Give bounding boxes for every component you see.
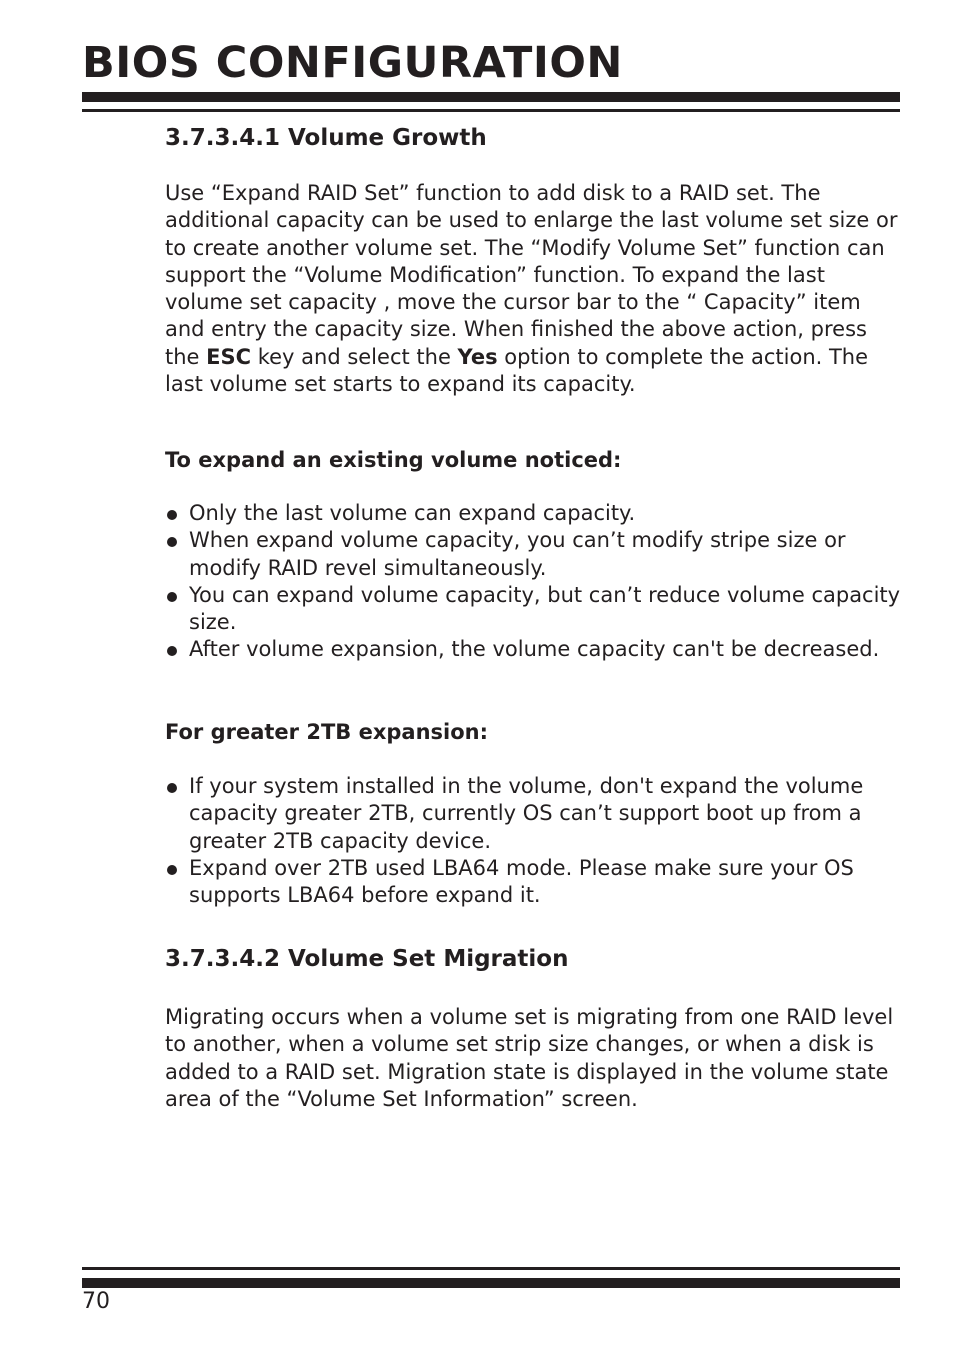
list-item-text: You can expand volume capacity, but can’t reduce volume capacity size.	[189, 582, 901, 635]
section-volume-growth	[165, 123, 905, 153]
bullet-icon	[167, 865, 177, 875]
list-item	[165, 527, 905, 582]
section-volume-set-migration	[165, 944, 905, 974]
greater-block	[165, 718, 905, 746]
page-number: 70	[82, 1289, 110, 1314]
list-item-text: When expand volume capacity, you can’t modify stripe size or modify RAID revel simultaneously.	[189, 528, 846, 580]
migration-paragraph-block	[165, 1004, 905, 1113]
list-item	[165, 855, 905, 910]
volume-growth-paragraph	[165, 180, 905, 398]
list-item-text: If your system installed in the volume, don't expand the volume capacity greater 2TB, currently OS can’t support boot up from a greater 2TB capacity device.	[189, 774, 864, 853]
footer-rule-thick	[82, 1278, 900, 1288]
paragraph-text: Use “Expand RAID Set” function to add disk to a RAID set. The additional capacity can be used to enlarge the last volume set size or to create another volume set. The “Modify Volume Set” function can support the “Volume Modification” function. To expand the last volume set capacity , move the cursor bar to the “ Capacity” item and entry the capacity size. When finished the above action, press the	[165, 181, 898, 369]
notice-block	[165, 446, 905, 474]
paragraph-text: key and select the	[251, 344, 458, 369]
list-item	[165, 636, 905, 663]
list-item-text: Only the last volume can expand capacity.	[189, 501, 636, 525]
page-header-title: BIOS CONFIGURATION	[82, 38, 623, 88]
bullet-icon	[167, 783, 177, 793]
bullet-icon	[167, 510, 177, 520]
list-item	[165, 500, 905, 527]
list-item-text: Expand over 2TB used LBA64 mode. Please make sure your OS supports LBA64 before expand it.	[189, 855, 854, 908]
notice-heading: To expand an existing volume noticed:	[165, 448, 622, 472]
yes-option-label: Yes	[457, 344, 498, 369]
volume-growth-paragraph-block	[165, 180, 905, 398]
paragraph-text: option to complete the action. The last volume set starts to expand its capacity.	[165, 344, 869, 397]
section-heading-volume-set-migration: 3.7.3.4.2 Volume Set Migration	[165, 946, 569, 972]
bullet-icon	[167, 537, 177, 547]
greater-2tb-heading: For greater 2TB expansion:	[165, 720, 489, 744]
notice-list	[165, 500, 905, 664]
list-item-text: After volume expansion, the volume capacity can't be decreased.	[189, 637, 880, 662]
footer-rule-thin	[82, 1267, 900, 1270]
bullet-icon	[167, 592, 177, 602]
esc-key-label: ESC	[206, 344, 252, 369]
notice-list-block	[165, 500, 905, 664]
greater-list-block	[165, 773, 905, 909]
list-item	[165, 582, 905, 637]
migration-paragraph: Migrating occurs when a volume set is migrating from one RAID level to another, when a volume set strip size changes, or when a disk is added to a RAID set. Migration state is displayed in the volume state area of the “Volume Set Information” screen.	[165, 1005, 894, 1111]
section-heading-volume-growth: 3.7.3.4.1 Volume Growth	[165, 125, 487, 151]
bullet-icon	[167, 646, 177, 656]
header-rule-thick	[82, 92, 900, 102]
list-item	[165, 773, 905, 855]
header-rule-thin	[82, 109, 900, 112]
greater-2tb-list	[165, 773, 905, 909]
